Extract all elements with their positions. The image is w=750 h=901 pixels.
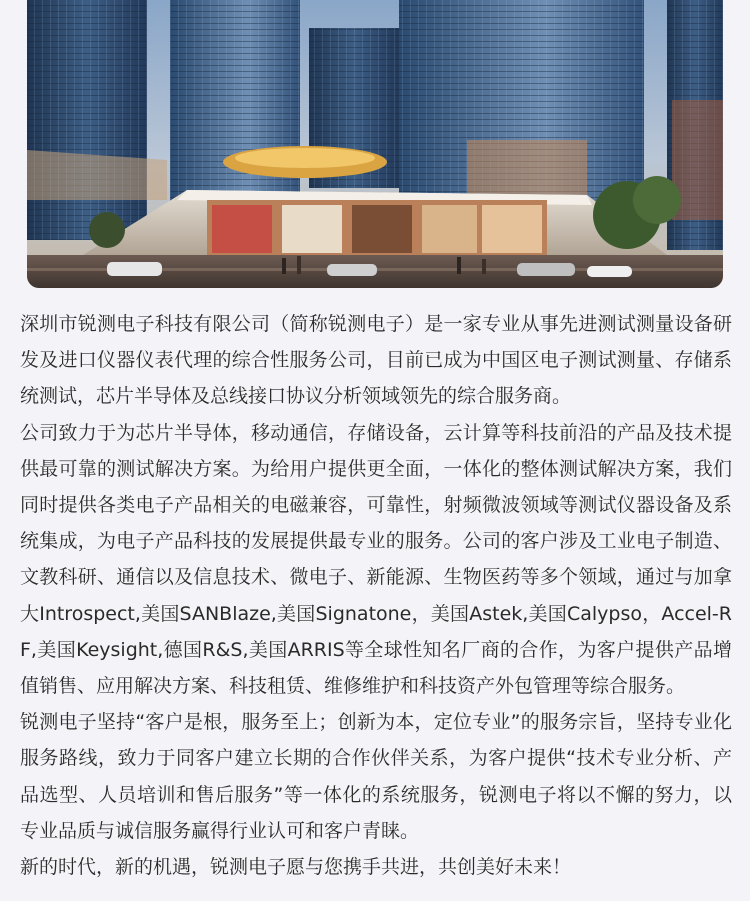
intro-paragraph-4: 新的时代，新的机遇，锐测电子愿与您携手共进，共创美好未来！ — [20, 856, 572, 879]
company-intro — [20, 306, 732, 885]
intro-paragraph-3: 锐测电子坚持“客户是根，服务至上；创新为本，定位专业”的服务宗旨，坚持专业化服务路线，致力于同客户建立长期的合作伙伴关系，为客户提供“技术专业分析、产品选型、人员培训和售后服务”等一体化的系统服务，锐测电子将以不懈的努力，以专业品质与诚信服务赢得行业认可和客户青睐。 — [20, 711, 732, 842]
hero-building-image — [27, 0, 723, 288]
intro-paragraph-1: 深圳市锐测电子科技有限公司（简称锐测电子）是一家专业从事先进测试测量设备研发及进口仪器仪表代理的综合性服务公司，目前已成为中国区电子测试测量、存储系统测试，芯片半导体及总线接口协议分析领域领先的综合服务商。 — [20, 313, 732, 408]
intro-paragraph-2: 公司致力于为芯片半导体，移动通信，存储设备，云计算等科技前沿的产品及技术提供最可靠的测试解决方案。为给用户提供更全面，一体化的整体测试解决方案，我们同时提供各类电子产品相关的电磁兼容，可靠性，射频微波领域等测试仪器设备及系统集成，为电子产品科技的发展提供最专业的服务。公司的客户涉及工业电子制造、文教科研、通信以及信息技术、微电子、新能源、生物医药等多个领域，通过与加拿大Introspect,美国SANBlaze,美国Signatone，美国Astek,美国Calypso，Accel-RF,美国Keysight,德国R&S,美国ARRIS等全球性知名厂商的合作，为客户提供产品增值销售、应用解决方案、科技租赁、维修维护和科技资产外包管理等综合服务。 — [20, 421, 732, 698]
